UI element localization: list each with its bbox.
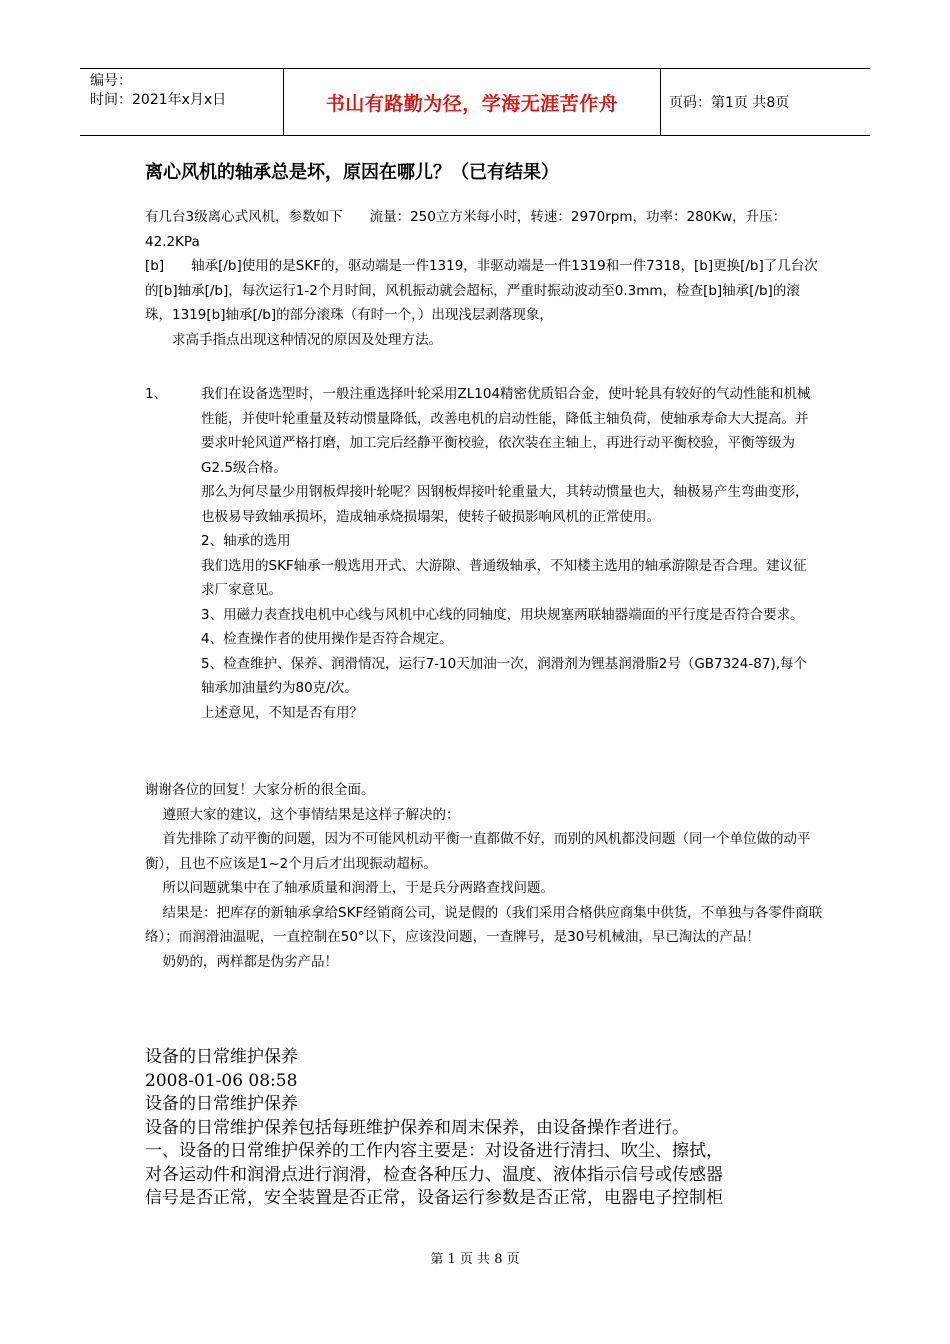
- paragraph: 一、设备的日常维护保养的工作内容主要是：对设备进行清扫、吹尘、擦拭，: [145, 1141, 723, 1161]
- paragraph: 我们选用的SKF轴承一般选用开式、大游隙、普通级轴承，不知楼主选用的轴承游隙是否合理。建议征求厂家意见。: [201, 557, 807, 598]
- paragraph: 对各运动件和润滑点进行润滑，检查各种压力、温度、液体指示信号或传感器: [145, 1164, 723, 1185]
- paragraph: 奶奶的，两样都是伪劣产品！: [162, 953, 339, 970]
- paragraph: 4、检查操作者的使用操作是否符合规定。: [201, 631, 453, 647]
- question-section: [145, 205, 825, 352]
- paragraph: 遵照大家的建议，这个事情结果是这样子解决的：: [162, 806, 460, 823]
- paragraph: 2、轴承的选用: [201, 533, 291, 549]
- header-motto: 书山有路勤为径，学海无涯苦作舟: [283, 69, 661, 135]
- paragraph: 5、检查维护、保养、润滑情况，运行7-10天加油一次，润滑剂为锂基润滑脂2号（GB7324-87),每个轴承加油量约为80克/次。: [201, 655, 808, 696]
- paragraph: 我们在设备选型时，一般注重选择叶轮采用ZL104精密优质铝合金，使叶轮具有较好的气动性能和机械性能，并使叶轮重量及转动惯量降低，改善电机的启动性能，降低主轴负荷，使轴承寿命大大提高。并要求叶轮风道严格打磨，加工完后经静平衡校验，依次装在主轴上，再进行动平衡校验，平衡等级为G2.5级合格。: [201, 386, 811, 476]
- page-footer: 第 1 页 共 8 页: [430, 1252, 520, 1267]
- paragraph: 设备的日常维护保养包括每班维护保养和周末保养，由设备操作者进行。: [145, 1117, 689, 1138]
- paragraph: 3、用磁力表查找电机中心线与风机中心线的同轴度，用块规塞两联轴器端面的平行度是否符合要求。: [201, 606, 804, 623]
- answer-section: [201, 382, 819, 725]
- paragraph: 所以问题就集中在了轴承质量和润滑上，于是兵分两路查找问题。: [162, 880, 555, 896]
- section-heading: 设备的日常维护保养: [145, 1094, 298, 1114]
- maintenance-section: [145, 1046, 825, 1211]
- header-meta: [90, 72, 226, 110]
- paragraph: 谢谢各位的回复！大家分析的很全面。: [145, 782, 375, 798]
- paragraph: 那么为何尽量少用钢板焊接叶轮呢？因钢板焊接叶轮重量大，其转动惯量也大，轴极易产生弯曲变形，也极易导致轴承损坏，造成轴承烧损塌架，使转子破损影响风机的正常使用。: [201, 484, 809, 525]
- paragraph: 有几台3级离心式风机，参数如下 流量：250立方米每小时，转速：2970rpm，功率：280Kw，升压：42.2KPa: [145, 209, 787, 250]
- paragraph: 首先排除了动平衡的问题，因为不可能风机动平衡一直都做不好，而别的风机都没问题（同一个单位做的动平衡），且也不应该是1~2个月后才出现振动超标。: [145, 831, 811, 872]
- page-header: [80, 68, 870, 136]
- result-section: [145, 778, 825, 974]
- time-label: 时间：2021年x月x日: [90, 92, 227, 108]
- number-label: 编号：: [90, 73, 132, 89]
- page-code: 页码：第1页 共8页: [669, 95, 790, 111]
- document-title: 离心风机的轴承总是坏，原因在哪儿？（已有结果）: [145, 162, 559, 183]
- paragraph: 求高手指点出现这种情况的原因及处理方法。: [145, 331, 442, 348]
- section-heading: 设备的日常维护保养: [145, 1047, 298, 1067]
- paragraph: [b] 轴承[/b]使用的是SKF的，驱动端是一件1319，非驱动端是一件1319和一件7318，[b]更换[/b]了几台次的[b]轴承[/b]，每次运行1-2个月时间，风机振动就会超标，严重时振动波动至0.3mm，检查[b]轴承[/b]的滚珠，1319[b]轴承[/b]的部分滚珠（有时一个，）出现浅层剥落现象，: [145, 258, 818, 323]
- timestamp: 2008-01-06 08:58: [145, 1070, 298, 1091]
- paragraph: 信号是否正常，安全装置是否正常，设备运行参数是否正常，电器电子控制柜: [145, 1188, 723, 1208]
- paragraph: 结果是：把库存的新轴承拿给SKF经销商公司，说是假的（我们采用合格供应商集中供货，不单独与各零件商联络）；而润滑油温呢，一直控制在50°以下，应该没问题，一查牌号，是30号机械油，早已淘汰的产品！: [145, 904, 823, 945]
- answer-number: 1、: [145, 386, 168, 402]
- paragraph: 上述意见，不知是否有用？: [201, 704, 363, 721]
